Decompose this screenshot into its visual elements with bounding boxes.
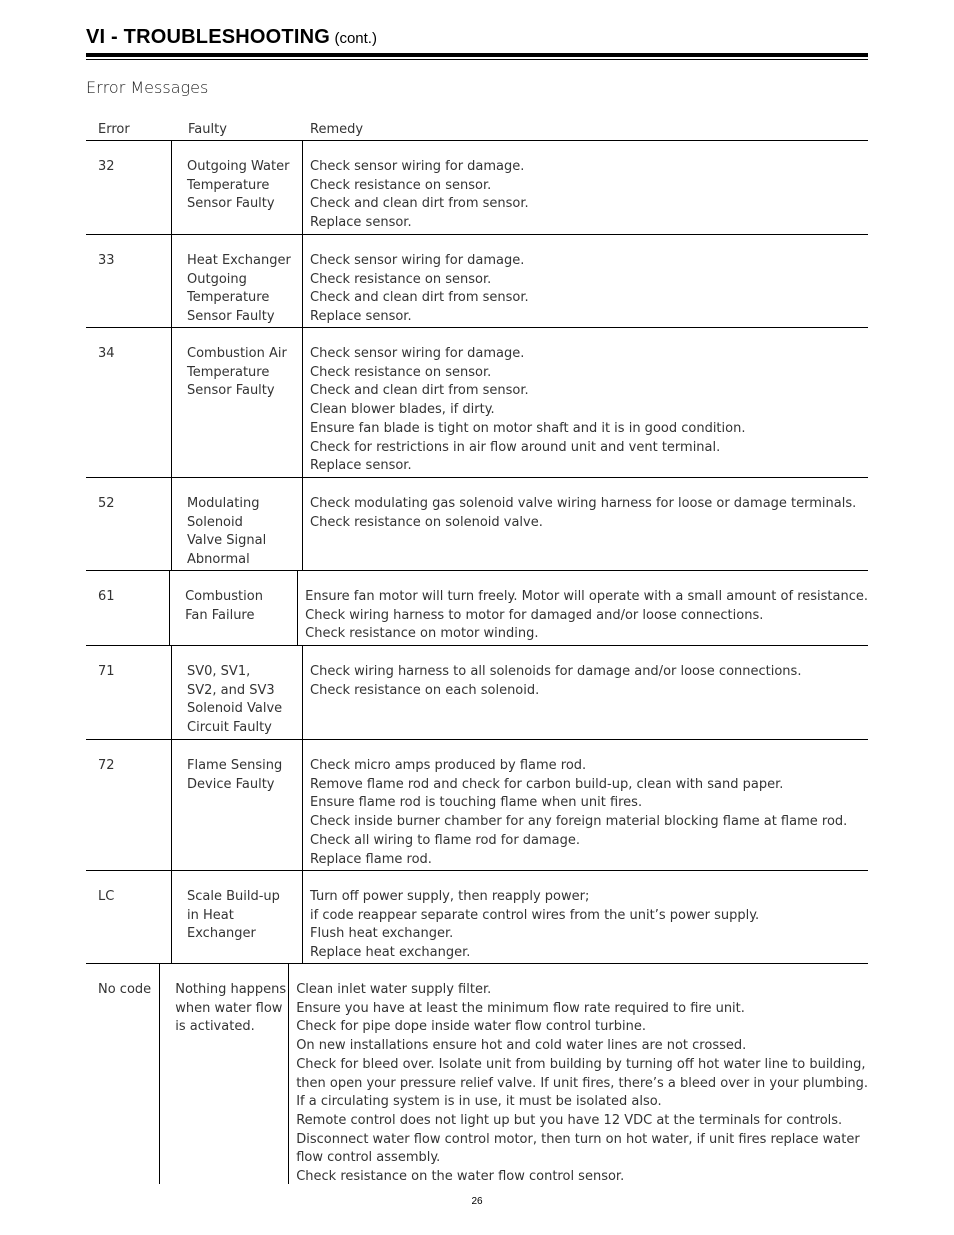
error-code: 72 [86,740,172,870]
faulty-line: Sensor Faulty [187,383,275,399]
table-row [86,740,868,871]
subsection-title: Error Messages [86,78,209,97]
faulty-line: Solenoid [187,514,243,530]
remedy-line: Check micro amps produced by flame rod. [310,758,587,773]
remedy-line: Replace sensor. [310,309,412,325]
faulty-line: Outgoing [187,271,247,287]
faulty-line: Modulating [187,496,260,511]
page-title [86,26,377,49]
remedy-line: Remote control does not light up but you have 12 VDC at the terminals for controls. [296,1112,843,1128]
faulty-line: Scale Build-up [187,889,280,904]
remedy-line: Replace flame rod. [310,851,432,867]
faulty-line: in Heat [187,907,234,923]
remedy-line: Check resistance on each solenoid. [310,682,540,698]
faulty-line: Combustion Air [187,346,287,361]
remedy-line: Check sensor wiring for damage. [310,253,525,268]
remedy-line: Replace sensor. [310,458,412,474]
faulty-line: Device Faulty [187,776,275,792]
remedy-cell [289,964,868,1184]
faulty-line: Temperature [187,177,270,193]
faulty-line: Solenoid Valve [187,701,283,717]
table-row [86,646,868,740]
remedy-line: Disconnect water flow control motor, then turn on hot water, if unit fires replace water [296,1131,860,1147]
remedy-cell [303,141,868,234]
faulty-line: Temperature [187,290,270,306]
faulty-line: Circuit Faulty [187,720,272,736]
remedy-cell [303,328,868,477]
faulty-line: when water flow [175,1000,283,1016]
remedy-line: Ensure you have at least the minimum flow rate required to fire unit. [296,1000,745,1016]
heading-rule-thick [86,53,868,57]
remedy-line: If a circulating system is in use, it must be isolated also. [296,1094,662,1110]
table-body [86,141,868,1184]
remedy-line: Ensure flame rod is touching flame when unit fires. [310,795,643,811]
faulty-line: Sensor Faulty [187,196,275,212]
table-row [86,571,868,646]
remedy-line: Check modulating gas solenoid valve wiring harness for loose or damage terminals. [310,496,857,511]
faulty-line: Flame Sensing [187,758,283,773]
remedy-line: Flush heat exchanger. [310,926,454,942]
remedy-line: Turn off power supply, then reapply power; [310,889,590,904]
remedy-cell [303,871,868,963]
faulty-line: Exchanger [187,926,256,942]
error-code: 71 [86,646,172,739]
remedy-line: Replace sensor. [310,215,412,231]
table-row [86,141,868,235]
faulty-line: Combustion [185,589,263,604]
faulty-line: Sensor Faulty [187,309,275,325]
remedy-line: Check and clean dirt from sensor. [310,383,529,399]
faulty-cell [172,328,303,477]
remedy-line: On new installations ensure hot and cold water lines are not crossed. [296,1038,747,1054]
remedy-line: Check resistance on sensor. [310,364,492,380]
remedy-line: Replace heat exchanger. [310,945,471,961]
table-row [86,964,868,1184]
remedy-line: Check for bleed over. Isolate unit from building by turning off hot water line to building, [296,1056,866,1072]
faulty-cell [160,964,289,1184]
remedy-line: Ensure fan motor will turn freely. Motor will operate with a small amount of resistance. [305,589,868,604]
remedy-line: then open your pressure relief valve. If unit fires, there’s a bleed over in your plumbing. [296,1075,868,1091]
heading-rule-thin [86,59,868,60]
remedy-line: Check sensor wiring for damage. [310,346,525,361]
remedy-line: Check resistance on solenoid valve. [310,514,543,530]
remedy-line: Check and clean dirt from sensor. [310,196,529,212]
error-messages-table [86,118,868,1184]
faulty-line: Fan Failure [185,607,255,623]
error-code: 61 [86,571,170,645]
remedy-line: Ensure fan blade is tight on motor shaft and it is in good condition. [310,420,746,436]
remedy-line: Check inside burner chamber for any foreign material blocking flame at flame rod. [310,814,848,830]
faulty-line: SV2, and SV3 [187,682,275,698]
table-row [86,235,868,328]
faulty-cell [170,571,298,645]
faulty-cell [172,478,303,570]
remedy-line: Check resistance on motor winding. [305,626,539,642]
faulty-line: is activated. [175,1019,255,1035]
remedy-line: Check wiring harness to all solenoids for damage and/or loose connections. [310,664,802,679]
remedy-line: Check resistance on sensor. [310,177,492,193]
error-code: LC [86,871,172,963]
section-heading: VI - TROUBLESHOOTING [86,26,330,48]
error-code: No code [86,964,160,1184]
remedy-line: Check resistance on sensor. [310,271,492,287]
table-header [86,118,868,141]
page-number: 26 [471,1196,483,1207]
remedy-line: Check all wiring to flame rod for damage. [310,832,581,848]
remedy-line: Check for pipe dope inside water flow control turbine. [296,1019,646,1035]
remedy-line: if code reappear separate control wires from the unit’s power supply. [310,907,760,923]
remedy-cell [303,740,868,870]
faulty-cell [172,740,303,870]
column-header-faulty: Faulty [188,122,227,137]
remedy-cell [303,235,868,327]
remedy-line: Check wiring harness to motor for damaged and/or loose connections. [305,607,764,623]
faulty-cell [172,141,303,234]
table-row [86,328,868,478]
remedy-line: Clean inlet water supply filter. [296,982,492,997]
column-header-remedy: Remedy [310,122,364,137]
faulty-cell [172,235,303,327]
remedy-line: Check resistance on the water flow control sensor. [296,1169,625,1185]
heading-suffix: (cont.) [334,30,377,47]
faulty-cell [172,871,303,963]
faulty-line: Abnormal [187,552,250,568]
faulty-line: Valve Signal [187,533,267,549]
remedy-line: Check sensor wiring for damage. [310,159,525,174]
faulty-cell [172,646,303,739]
error-code: 32 [86,141,172,234]
table-row [86,478,868,571]
remedy-line: Check and clean dirt from sensor. [310,290,529,306]
column-header-error: Error [98,122,130,137]
remedy-cell [298,571,868,645]
error-code: 34 [86,328,172,477]
faulty-line: Nothing happens [175,982,287,997]
remedy-line: Check for restrictions in air flow around unit and vent terminal. [310,439,721,455]
remedy-cell [303,478,868,570]
faulty-line: Outgoing Water [187,159,290,174]
table-row [86,871,868,964]
remedy-line: Clean blower blades, if dirty. [310,402,495,418]
faulty-line: SV0, SV1, [187,664,251,679]
faulty-line: Temperature [187,364,270,380]
remedy-line: Remove flame rod and check for carbon build-up, clean with sand paper. [310,776,784,792]
faulty-line: Heat Exchanger [187,253,291,268]
remedy-cell [303,646,868,739]
error-code: 33 [86,235,172,327]
error-code: 52 [86,478,172,570]
remedy-line: flow control assembly. [296,1150,441,1166]
